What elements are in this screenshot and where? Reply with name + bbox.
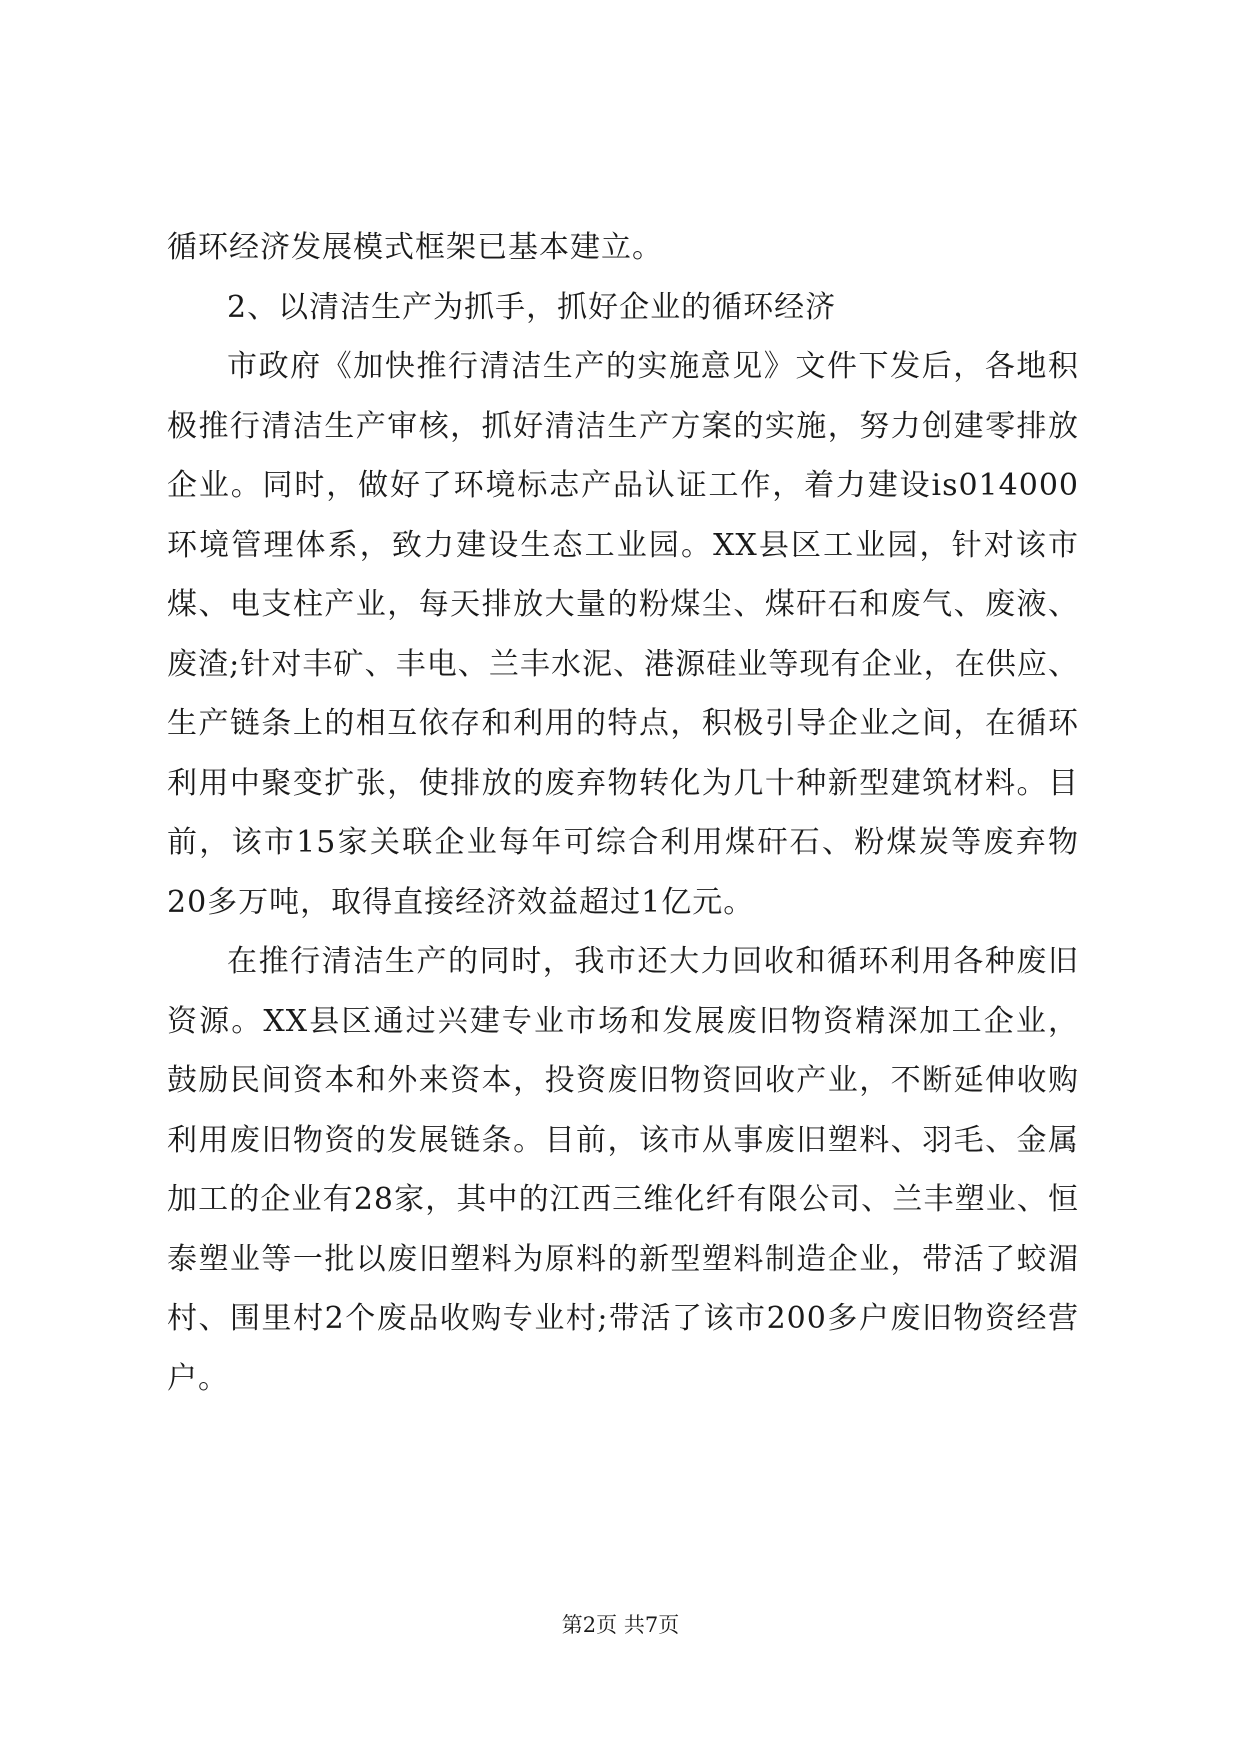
paragraph-continuation: 循环经济发展模式框架已基本建立。 (167, 230, 663, 265)
paragraph-clean-production: 市政府《加快推行清洁生产的实施意见》文件下发后，各地积极推行清洁生产审核，抓好清洁生产方案的实施，努力创建零排放企业。同时，做好了环境标志产品认证工作，着力建设is014000环境管理体系，致力建设生态工业园。XX县区工业园，针对该市煤、电支柱产业，每天排放大量的粉煤尘、煤矸石和废气、废液、废渣;针对丰矿、丰电、兰丰水泥、港源硅业等现有企业，在供应、生产链条上的相互依存和利用的特点，积极引导企业之间，在循环利用中聚变扩张，使排放的废弃物转化为几十种新型建筑材料。目前，该市15家关联企业每年可综合利用煤矸石、粉煤炭等废弃物20多万吨，取得直接经济效益超过1亿元。 (167, 349, 1079, 920)
paragraph-waste-recycling: 在推行清洁生产的同时，我市还大力回收和循环利用各种废旧资源。XX县区通过兴建专业市场和发展废旧物资精深加工企业，鼓励民间资本和外来资本，投资废旧物资回收产业，不断延伸收购利用废旧物资的发展链条。目前，该市从事废旧塑料、羽毛、金属加工的企业有28家，其中的江西三维化纤有限公司、兰丰塑业、恒泰塑业等一批以废旧塑料为原料的新型塑料制造企业，带活了蛟湄村、围里村2个废品收购专业村;带活了该市200多户废旧物资经营户。 (167, 944, 1079, 1396)
body-text (167, 218, 1079, 1408)
section-heading: 2、以清洁生产为抓手，抓好企业的循环经济 (227, 289, 837, 325)
page-number-footer: 第2页 共7页 (561, 1613, 680, 1637)
